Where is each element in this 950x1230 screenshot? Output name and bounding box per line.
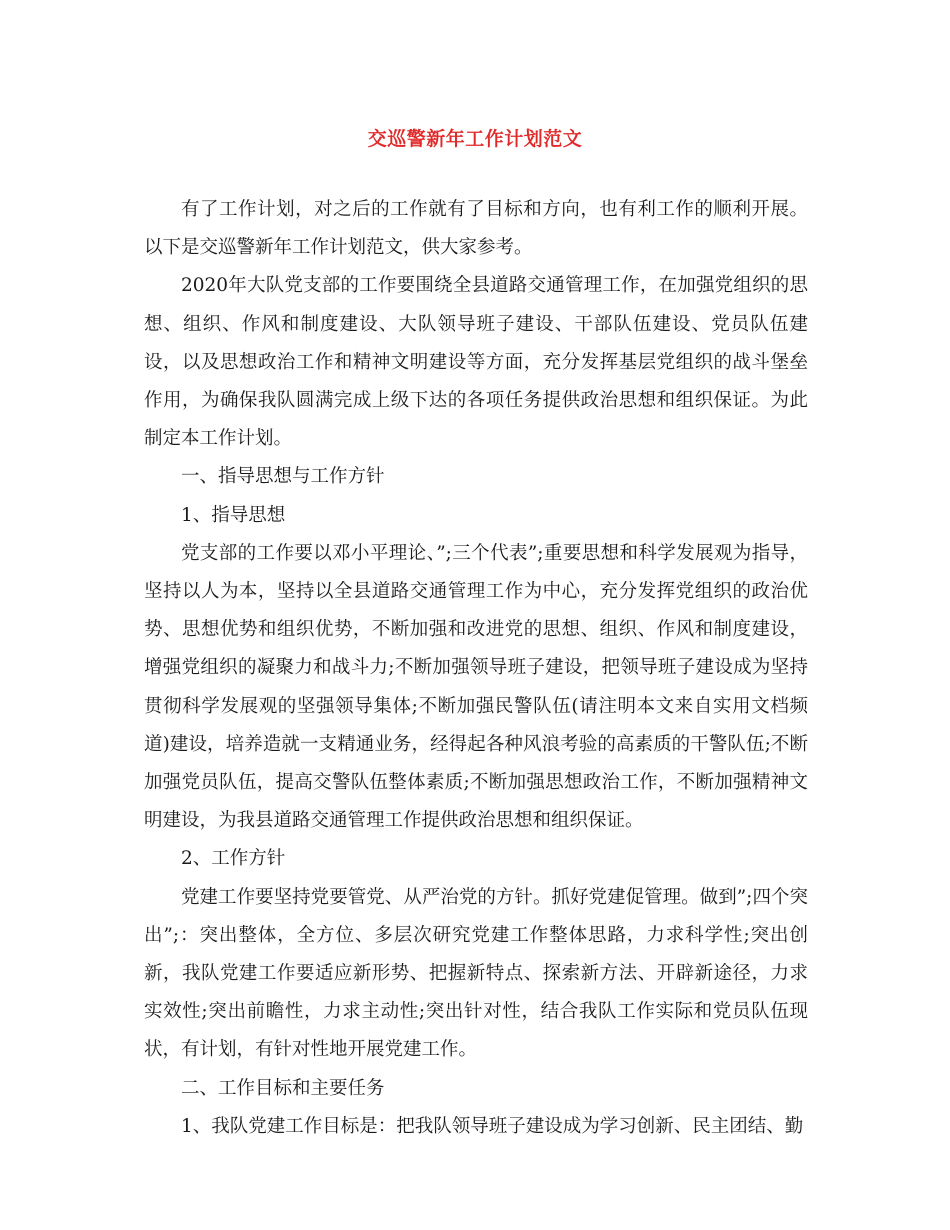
paragraph-intro: 有了工作计划，对之后的工作就有了目标和方向，也有利工作的顺利开展。以下是交巡警新年工作计划范文，供大家参考。 xyxy=(144,199,808,259)
subsection-heading-1-1: 1、指导思想 xyxy=(181,504,286,526)
paragraph-overview: 2020年大队党支部的工作要围绕全县道路交通管理工作，在加强党组织的思想、组织、作风和制度建设、大队领导班子建设、干部队伍建设、党员队伍建设，以及思想政治工作和精神文明建设等方面，充分发挥基层党组织的战斗堡垒作用，为确保我队圆满完成上级下达的各项任务提供政治思想和组织保证。为此制定本工作计划。 xyxy=(144,275,808,450)
paragraph-guiding-thought: 党支部的工作要以邓小平理论、”;三个代表”;重要思想和科学发展观为指导，坚持以人为本，坚持以全县道路交通管理工作为中心，充分发挥党组织的政治优势、思想优势和组织优势，不断加强和改进党的思想、组织、作风和制度建设，增强党组织的凝聚力和战斗力;不断加强领导班子建设，把领导班子建设成为坚持贯彻科学发展观的坚强领导集体;不断加强民警队伍(请注明本文来自实用文档频道)建设，培养造就一支精通业务，经得起各种风浪考验的高素质的干警队伍;不断加强党员队伍，提高交警队伍整体素质;不断加强思想政治工作，不断加强精神文明建设，为我县道路交通管理工作提供政治思想和组织保证。 xyxy=(144,542,808,832)
subsection-heading-1-2: 2、工作方针 xyxy=(181,848,286,870)
section-heading-2: 二、工作目标和主要任务 xyxy=(181,1077,385,1099)
section-heading-1: 一、指导思想与工作方针 xyxy=(181,466,385,488)
document-body xyxy=(144,191,808,1146)
document-title: 交巡警新年工作计划范文 xyxy=(367,128,583,150)
paragraph-goals: 1、我队党建工作目标是：把我队领导班子建设成为学习创新、民主团结、勤 xyxy=(181,1115,804,1137)
paragraph-work-policy: 党建工作要坚持党要管党、从严治党的方针。抓好党建促管理。做到”;四个突出”;：突出整体，全方位、多层次研究党建工作整体思路，力求科学性;突出创新，我队党建工作要适应新形势、把握新特点、探索新方法、开辟新途径，力求实效性;突出前瞻性，力求主动性;突出针对性，结合我队工作实际和党员队伍现状，有计划，有针对性地开展党建工作。 xyxy=(144,886,808,1061)
